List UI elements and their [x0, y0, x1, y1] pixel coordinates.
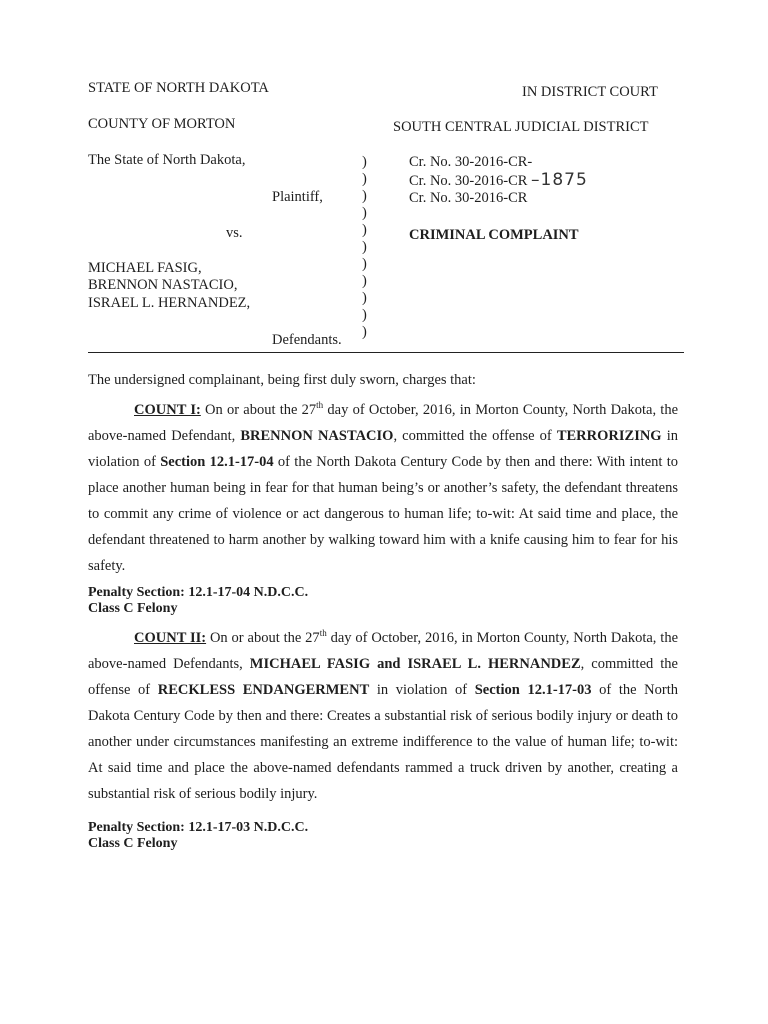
- count-2-class: Class C Felony: [88, 836, 178, 851]
- defendant-name: BRENNON NASTACIO,: [88, 277, 238, 293]
- defendants-label: Defendants.: [272, 332, 342, 348]
- case-number: Cr. No. 30-2016-CR –1875: [409, 170, 588, 190]
- county-heading: COUNTY OF MORTON: [88, 116, 236, 132]
- count-2-offense: RECKLESS ENDANGERMENT: [157, 682, 370, 698]
- count-1-heading: COUNT I:: [134, 402, 201, 418]
- plaintiff-label: Plaintiff,: [272, 189, 323, 205]
- case-number: Cr. No. 30-2016-CR: [409, 190, 528, 206]
- count-2-section: Section 12.1-17-03: [474, 682, 592, 698]
- versus-label: vs.: [226, 225, 243, 241]
- count-1-paragraph: COUNT I: On or about the 27th day of October, 2016, in Morton County, North Dakota, the above-named Defendant, BRENNON NASTACIO, committed the offense of TERRORIZING in violation of Section 12.1-17-04 of the North Dakota Century Code by then and there: With intent to place another human being in fear for that human being’s or another’s safety, the defendant threatens to commit any crime of violence or act dangerous to human life; to-wit: At said time and place, the defendant threatened to harm another by walking toward him with a knife causing him to fear for his safety.: [88, 400, 679, 574]
- handwritten-case-suffix: –1875: [531, 170, 588, 190]
- intro-text: The undersigned complainant, being first duly sworn, charges that:: [88, 372, 476, 388]
- count-2-defendant: MICHAEL FASIG and ISRAEL L. HERNANDEZ: [249, 656, 581, 672]
- count-1-penalty: Penalty Section: 12.1-17-04 N.D.C.C.: [88, 585, 309, 600]
- count-2-paragraph: COUNT II: On or about the 27th day of October, 2016, in Morton County, North Dakota, the above-named Defendants, MICHAEL FASIG and ISRAEL L. HERNANDEZ, committed the offense of RECKLESS ENDANGERMENT in violation of Section 12.1-17-03 of the North Dakota Century Code by then and there: Creates a substantial risk of serious bodily injury or death to another under circumstances manifesting an extreme indifference to the value of human life; to-wit: At said time and place the above-named defendants rammed a truck driven by another, creating a substantial risk of serious bodily injury.: [88, 628, 679, 802]
- count-2-penalty: Penalty Section: 12.1-17-03 N.D.C.C.: [88, 820, 309, 835]
- case-number: Cr. No. 30-2016-CR-: [409, 154, 533, 170]
- document-title: CRIMINAL COMPLAINT: [409, 227, 579, 243]
- district-heading: SOUTH CENTRAL JUDICIAL DISTRICT: [393, 119, 649, 135]
- plaintiff-name: The State of North Dakota,: [88, 152, 246, 168]
- count-1-class: Class C Felony: [88, 601, 178, 616]
- court-heading: IN DISTRICT COURT: [522, 84, 658, 100]
- defendant-name: ISRAEL L. HERNANDEZ,: [88, 295, 251, 311]
- state-heading: STATE OF NORTH DAKOTA: [88, 80, 269, 96]
- caption-divider: [88, 352, 684, 353]
- count-2-heading: COUNT II:: [134, 630, 207, 646]
- caption-bracket: ) ) ) ) ) ) ) ) ) ) ): [362, 154, 367, 340]
- defendant-name: MICHAEL FASIG,: [88, 260, 202, 276]
- count-1-section: Section 12.1-17-04: [160, 454, 274, 470]
- count-1-offense: TERRORIZING: [556, 428, 662, 444]
- count-1-defendant: BRENNON NASTACIO: [240, 428, 394, 444]
